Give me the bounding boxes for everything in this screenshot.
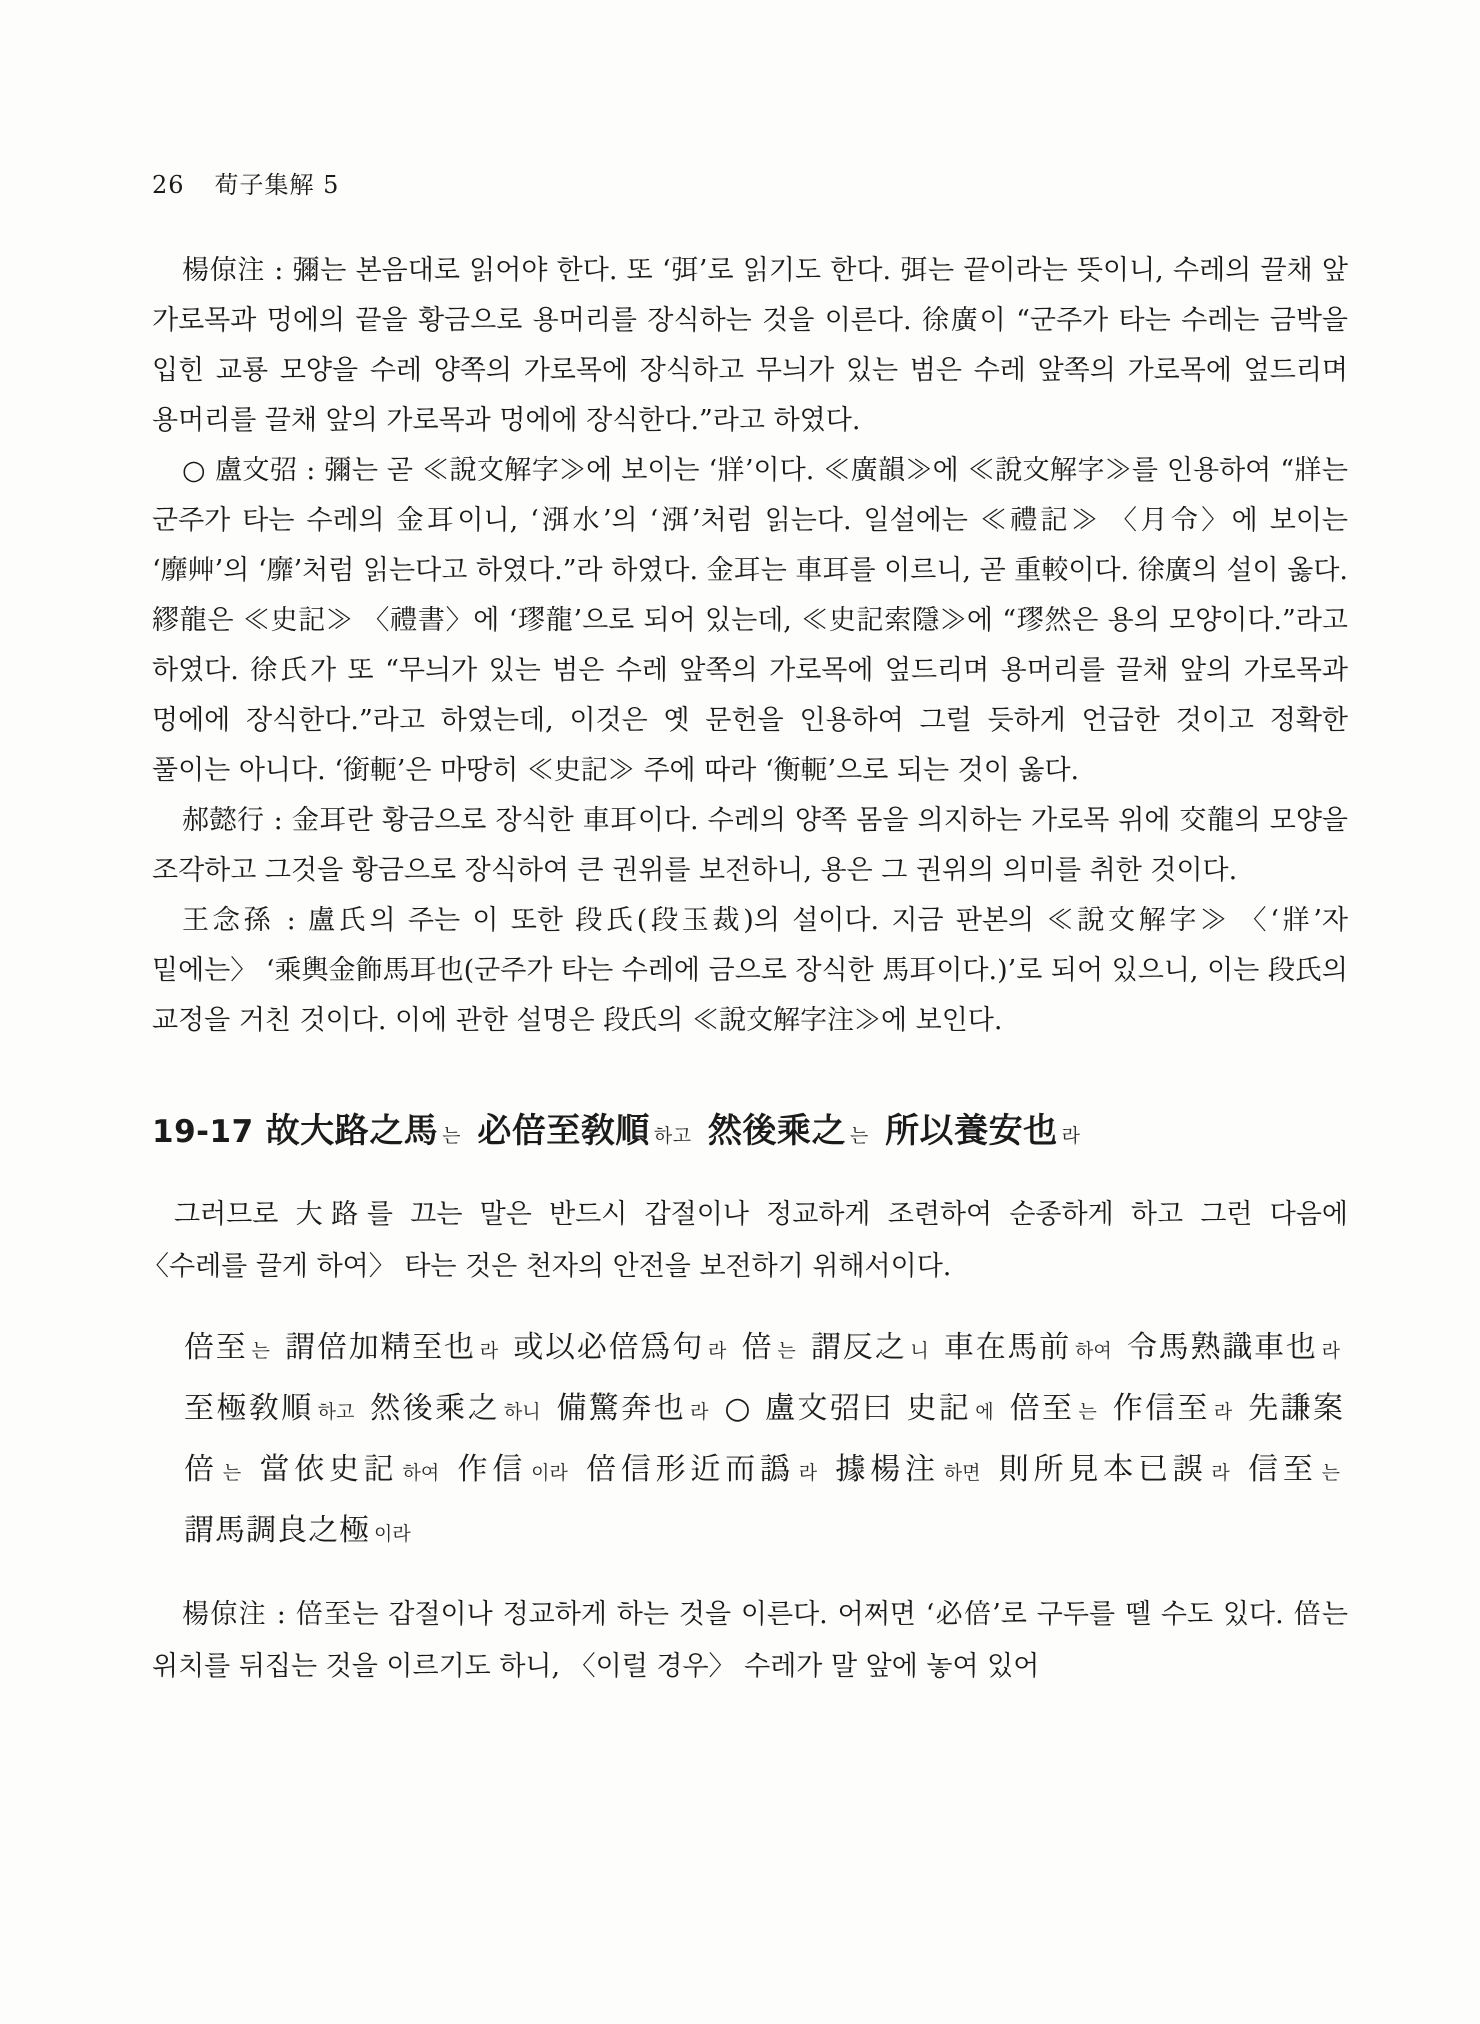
hangul-particle: 하여 — [402, 1462, 440, 1484]
commentary-paragraph-wangniansun: 王念孫 : 盧氏의 주는 이 또한 段氏(段玉裁)의 설이다. 지금 판본의 ≪說文解字≫ 〈‘牂’자 밑에는〉 ‘乘輿金飾馬耳也(군주가 타는 수레에 금으로 장식한 馬耳이다.)’로 되어 있으니, 이는 段氏의 교정을 거친 것이다. 이에 관한 설명은 段氏의 ≪說文解字注≫에 보인다. — [152, 905, 1348, 1036]
hangul-particle: 는 — [222, 1462, 242, 1484]
commentary-paragraph-haoyixing: 郝懿行 : 金耳란 황금으로 장식한 車耳이다. 수레의 양쪽 몸을 의지하는 가로목 위에 交龍의 모양을 조각하고 그것을 황금으로 장식하여 큰 권위를 보전하니, 용은 그 권위의 의미를 취한 것이다. — [152, 805, 1348, 886]
hangul-particle: 에 — [975, 1401, 994, 1423]
closing-commentary-paragraph: 楊倞注 : 倍至는 갑절이나 정교하게 하는 것을 이른다. 어쩌면 ‘必倍’로 구두를 뗄 수도 있다. 倍는 위치를 뒤집는 것을 이르기도 하니, 〈이럴 경우〉 수레가 말 앞에 놓여 있어 — [152, 1599, 1348, 1682]
hangul-particle: 하여 — [1075, 1340, 1112, 1362]
hangul-particle: 라 — [690, 1401, 709, 1423]
hanja-text: 令馬熟識車也 — [1115, 1330, 1318, 1365]
hangul-particle: 하고 — [317, 1401, 355, 1423]
hangul-particle: 라 — [1211, 1462, 1230, 1484]
hanja-text: 信至 — [1233, 1452, 1318, 1487]
hangul-particle: 라 — [707, 1340, 727, 1362]
hanja-text: 至極敎順 — [184, 1391, 314, 1426]
section-heading-text — [266, 1111, 1085, 1151]
commentary-paragraph-yangjing: 楊倞注 : 彌는 본음대로 읽어야 한다. 또 ‘弭’로 읽기도 한다. 弭는 끝이라는 뜻이니, 수레의 끌채 앞 가로목과 멍에의 끝을 황금으로 용머리를 장식하는 것을 이른다. 徐廣이 “군주가 타는 수레는 금박을 입힌 교룡 모양을 수레 양쪽의 가로목에 장식하고 무늬가 있는 범은 수레 앞쪽의 가로목에 엎드리며 용머리를 끌채 앞의 가로목과 멍에에 장식한다.”라고 하였다. — [152, 255, 1348, 436]
hangul-particle: 는 — [251, 1340, 270, 1362]
hangul-particle: 니 — [910, 1340, 929, 1362]
commentary-paragraph-luwenchao: ○ 盧文弨 : 彌는 곧 ≪說文解字≫에 보이는 ‘牂’이다. ≪廣韻≫에 ≪說文解字≫를 인용하여 “牂는 군주가 타는 수레의 金耳이니, ‘渳水’의 ‘渳’처럼 읽는다. 일설에는 ≪禮記≫ 〈月令〉에 보이는 ‘靡艸’의 ‘靡’처럼 읽는다고 하였다.”라 하였다. 金耳는 車耳를 이르니, 곧 重較이다. 徐廣의 설이 옳다. 繆龍은 ≪史記≫ 〈禮書〉에 ‘璆龍’으로 되어 있는데, ≪史記索隱≫에 “璆然은 용의 모양이다.”라고 하였다. 徐氏가 또 “무늬가 있는 범은 수레 앞쪽의 가로목에 엎드리며 용머리를 끌채 앞의 가로목과 멍에에 장식한다.”라고 하였는데, 이것은 옛 문헌을 인용하여 그럴 듯하게 언급한 것이고 정확한 풀이는 아니다. ‘銜軛’은 마땅히 ≪史記≫ 주에 따라 ‘衡軛’으로 되는 것이 옳다. — [152, 455, 1348, 786]
section-heading — [152, 1108, 1348, 1159]
hangul-particle: 라 — [1213, 1401, 1233, 1423]
running-head — [152, 165, 1348, 200]
hangul-particle: 라 — [798, 1462, 818, 1484]
hangul-particle: 는 — [442, 1125, 462, 1147]
hangul-particle: 이라 — [374, 1523, 411, 1545]
hanja-text: 倍至 — [184, 1330, 248, 1365]
hanja-text: 謂反之 — [799, 1330, 907, 1365]
hanja-text: 則所見本已誤 — [984, 1452, 1208, 1487]
hangul-particle: 라 — [479, 1340, 499, 1362]
hangul-particle: 하니 — [503, 1401, 541, 1423]
translation-paragraph: 그러므로 大路를 끄는 말은 반드시 갑절이나 정교하게 조련하여 순종하게 하고 그런 다음에 〈수레를 끌게 하여〉 타는 것은 천자의 안전을 보전하기 위해서이다. — [142, 1199, 1348, 1282]
hanja-text: 然後乘之 — [695, 1111, 846, 1151]
hanja-text: 作信 — [443, 1452, 528, 1487]
hanja-text: ○ 盧文弨曰 史記 — [712, 1391, 972, 1426]
hanja-text: 車在馬前 — [932, 1330, 1072, 1365]
hanja-text: 所以養安也 — [872, 1111, 1058, 1151]
hanja-text: 倍至 — [997, 1391, 1075, 1426]
hanja-text: 備驚奔也 — [544, 1391, 687, 1426]
hangul-particle: 는 — [849, 1125, 869, 1147]
hangul-particle: 는 — [1078, 1401, 1097, 1423]
hanja-text: 當依史記 — [245, 1452, 399, 1487]
hangul-particle: 는 — [1321, 1462, 1340, 1484]
book-title: 荀子集解 5 — [214, 171, 340, 199]
hanja-text: 然後乘之 — [358, 1391, 500, 1426]
page-number: 26 — [152, 171, 185, 199]
hangul-particle: 라 — [1321, 1340, 1340, 1362]
hanja-text: 先謙案 倍 — [184, 1391, 1345, 1487]
hanja-text: 倍信形近而譌 — [571, 1452, 795, 1487]
original-text-block — [184, 1319, 1344, 1563]
hanja-text: 謂馬調良之極 — [184, 1513, 370, 1548]
hanja-text: 故大路之馬 — [265, 1111, 439, 1151]
hangul-particle: 라 — [1061, 1125, 1081, 1147]
section-number: 19-17 — [152, 1114, 254, 1150]
hanja-text: 或以必倍爲句 — [502, 1330, 704, 1365]
page-content — [142, 165, 1348, 1693]
hanja-text: 倍 — [730, 1330, 774, 1365]
hanja-text: 必倍至敎順 — [465, 1111, 650, 1151]
hangul-particle: 하면 — [943, 1462, 981, 1484]
hangul-particle: 하고 — [653, 1125, 692, 1147]
hangul-particle: 는 — [777, 1340, 796, 1362]
hanja-text: 據楊注 — [821, 1452, 940, 1487]
hanja-text: 作信至 — [1100, 1391, 1210, 1426]
hangul-particle: 이라 — [531, 1462, 568, 1484]
hanja-text: 謂倍加精至也 — [273, 1330, 476, 1365]
